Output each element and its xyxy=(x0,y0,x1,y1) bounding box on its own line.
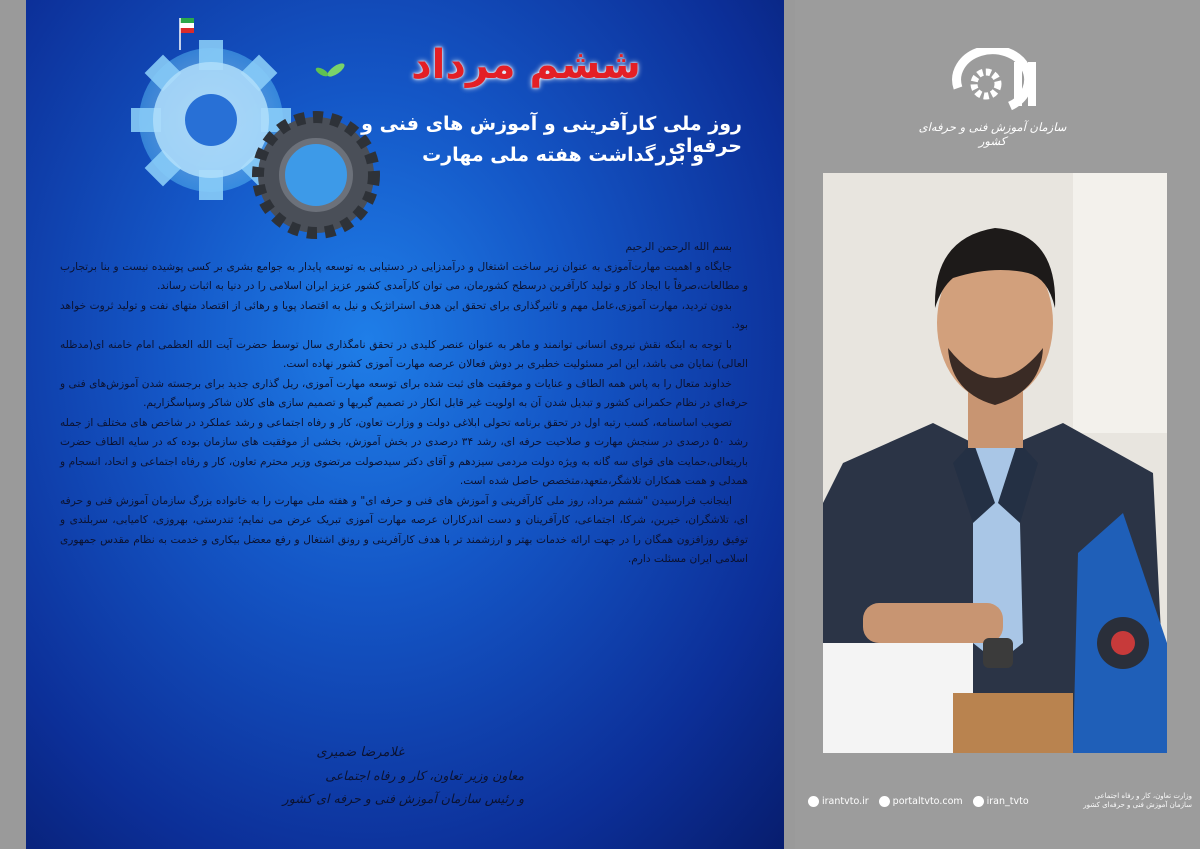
portrait-illustration xyxy=(823,173,1167,753)
message-paragraph: جایگاه و اهمیت مهارت‌آموزی به عنوان زیر ساخت اشتغال و درآمدزایی در دستیابی به توسعه پایدار به جوامع بشری بر کسی پوشیده نیست و بنا برتجارب و مطالعات،صرفاً با ایجاد کار و تولید کارآفرین درسطح کشورمان، می توان کارآمدی کشور عزیز ایران اسلامی را در دنیا به اثبات رساند. xyxy=(60,260,748,292)
globe-icon xyxy=(879,796,890,807)
organization-logo-icon xyxy=(950,48,1040,118)
official-portrait-photo xyxy=(823,173,1167,753)
flag-icon xyxy=(180,18,194,50)
signature-block xyxy=(283,745,524,806)
globe-icon xyxy=(808,796,819,807)
social-icon xyxy=(973,796,984,807)
message-paragraph: با توجه به اینکه نقش نیروی انسانی توانمند و ماهر به عنوان عنصر کلیدی در تحقق نامگذاری سال توسط حضرت آیت الله العظمی امام خامنه ای(مدظله العالی) نمایان می باشد، این امر مسئولیت خطیری بر دوش فعالان عرصه مهارت آموزی کشور نهاده است. xyxy=(60,338,748,370)
signature-name: غلامرضا ضمیری xyxy=(316,745,404,760)
social-link[interactable] xyxy=(973,796,1029,807)
message-paragraph: بدون تردید، مهارت آموزی،عامل مهم و تاثیرگذاری برای تحقق این هدف استراتژیک و نیل به اقتصاد پویا و رهائی از اقتصاد متهای نفت و تولید ثروت خواهد بود. xyxy=(60,299,748,331)
message-paragraph: تصویب اساسنامه، کسب رتبه اول در تحقق برنامه تحولی ابلاغی دولت و وزارت تعاون، کار و رفاه اجتماعی و رشد عملکرد در شاخص های مختلف از جمله رشد ۵۰ درصدی در سنجش مهارت و صلاحیت حرفه ای، رشد ۳۴ درصدی در بخش آموزش، بخشی از موفقیت های سازمان بوده که در سایه الطاف حضرت باریتعالی،حمایت های قوای سه گانه به ویژه دولت مردمی سیزدهم و آقای دکتر سیدصولت مرتضوی وزیر محترم تعاون، کار و رفاه اجتماعی و اتحاد، انسجام و همدلی و همت همکاران تلاشگر،متعهد،متخصص حاصل شده است. xyxy=(60,416,748,487)
message-body xyxy=(60,238,748,743)
social-link-label: iran_tvto xyxy=(986,795,1029,807)
footer-brand-line1: وزارت تعاون، کار و رفاه اجتماعی xyxy=(1094,792,1192,800)
signature-title-line1: معاون وزیر تعاون، کار و رفاه اجتماعی xyxy=(325,768,524,783)
poster-title: ششم مرداد xyxy=(411,42,641,88)
poster-subtitle-line2: و بزرگداشت هفته ملی مهارت xyxy=(422,144,704,166)
leaf-icon xyxy=(314,61,346,79)
message-paragraph: اینجانب فرارسیدن "ششم مرداد، روز ملی کارآفرینی و آموزش های فنی و حرفه ای" و هفته ملی مهارت را به خانواده بزرگ سازمان آموزش فنی و حرفه ای، تلاشگران، خیرین، شرکا، اجتماعی، کارآفرینان و دست اندرکاران عرصه مهارت آموزی تبریک عرض می نمایم؛ تندرستی، بهروزی، کامیابی، سربلندی و توفیق روزافزون همگان را در جهت ارائه خدمات بهتر و ارزشمند تر با هدف کارآفرینی و رونق اشتغال و رفع معضل بیکاری و خدمت به نظام مقدس جمهوری اسلامی ایران مسئلت دارم. xyxy=(60,494,748,565)
footer-brand-line2: سازمان آموزش فنی و حرفه‌ای کشور xyxy=(1083,801,1192,809)
poster-subtitle-line1: روز ملی کارآفرینی و آموزش های فنی و حرفه‌ای xyxy=(361,113,742,157)
organization-name: سازمان آموزش فنی و حرفه‌ای کشور xyxy=(918,120,1067,148)
message-paragraph: خداوند متعال را به پاس همه الطاف و عنایات و موفقیت های ثبت شده برای توسعه مهارت آموزی، ریل گذاری جدید برای برجسته شدن آموزش‌های فنی و حرفه‌ای در نظام حکمرانی کشور و تبدیل شدن آن به اولویت غیر قابل انکار در تصمیم گیریها و تصمیم سازی های کلان شاکر وسپاسگزاریم. xyxy=(60,377,748,409)
portal-link-label: portaltvto.com xyxy=(892,795,963,807)
portal-link[interactable] xyxy=(879,796,963,807)
footer-links xyxy=(808,788,1192,814)
website-link-label: irantvto.ir xyxy=(822,795,869,807)
message-paragraph: بسم الله الرحمن الرحیم xyxy=(625,241,732,253)
footer-brand xyxy=(1083,792,1192,810)
signature-title-line2: و رئیس سازمان آموزش فنی و حرفه ای کشور xyxy=(282,791,524,806)
poster xyxy=(26,0,784,849)
website-link[interactable] xyxy=(808,796,869,807)
